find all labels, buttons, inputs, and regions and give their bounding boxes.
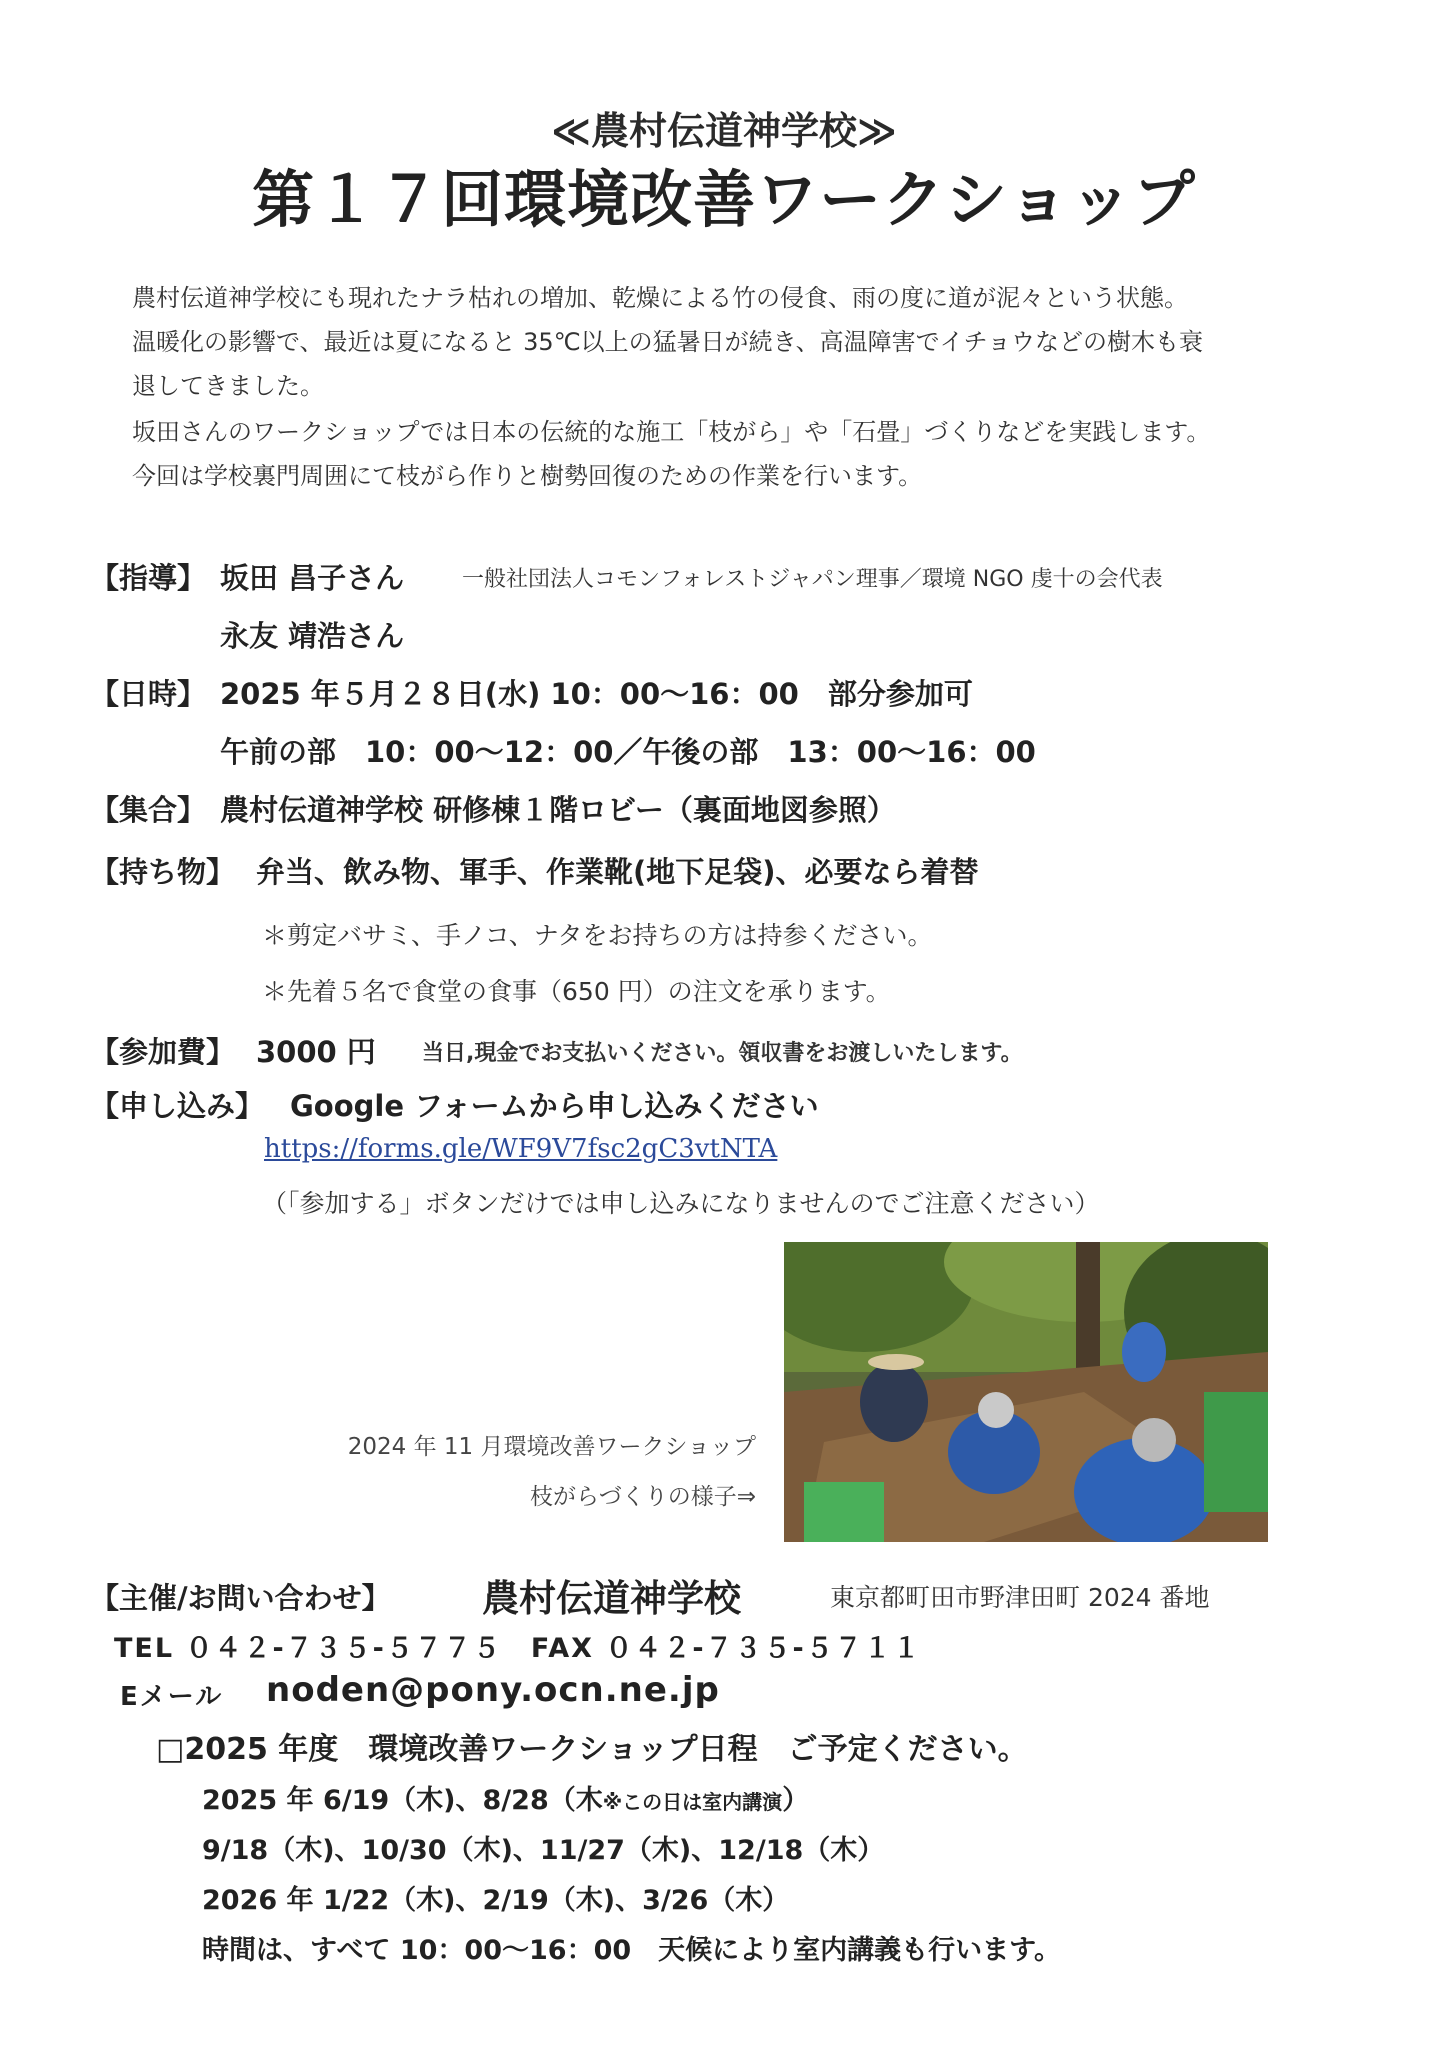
application-label: 【申し込み】 [90, 1089, 265, 1123]
organizer-address: 東京都町田市野津田町 2024 番地 [830, 1583, 1210, 1612]
email-label: Eメール [120, 1682, 224, 1712]
instructors-label: 【指導】 [90, 561, 207, 595]
organizer-name: 農村伝道神学校 [482, 1577, 741, 1620]
intro-line: 温暖化の影響で、最近は夏になると 35℃以上の猛暑日が続き、高温障害でイチョウなどの樹木も衰 [132, 328, 1203, 356]
school-subtitle: ≪農村伝道神学校≫ [551, 109, 897, 153]
photo-caption-line-1: 2024 年 11 月環境改善ワークショップ [347, 1434, 756, 1460]
fee-amount: 3000 円 [256, 1035, 376, 1069]
belongings-note-1: ＊剪定バサミ、手ノコ、ナタをお持ちの方は持参ください。 [262, 921, 933, 950]
page-title: 第１７回環境改善ワークショップ [252, 163, 1196, 236]
belongings-label: 【持ち物】 [90, 855, 236, 889]
contact-tel-fax: TEL ０４２-７３５-５７７５ FAX ０４２-７３５-５７１１ [114, 1633, 922, 1664]
workshop-photo [784, 1242, 1268, 1542]
fee-note: 当日,現金でお支払いください。領収書をお渡しいたします。 [422, 1041, 1023, 1066]
photo-caption-line-2: 枝がらづくりの様子⇒ [529, 1484, 756, 1510]
datetime-sessions: 午前の部 10：00～12：00／午後の部 13：00～16：00 [220, 735, 1036, 769]
application-note: （「参加する」ボタンだけでは申し込みになりませんのでご注意ください） [262, 1189, 1100, 1218]
intro-line: 農村伝道神学校にも現れたナラ枯れの増加、乾燥による竹の侵食、雨の度に道が泥々という状態。 [132, 284, 1188, 312]
schedule-line-1-end: ） [782, 1785, 810, 1816]
meeting-label: 【集合】 [90, 793, 207, 827]
application-method: Google フォームから申し込みください [290, 1089, 819, 1123]
organizer-label: 【主催/お問い合わせ】 [90, 1581, 391, 1615]
contact-email[interactable]: noden@pony.ocn.ne.jp [266, 1670, 720, 1710]
instructor-name-2: 永友 靖浩さん [220, 619, 405, 653]
meeting-place: 農村伝道神学校 研修棟１階ロビー（裏面地図参照） [220, 793, 896, 827]
schedule-line-2: 9/18（木)、10/30（木)、11/27（木)、12/18（木） [202, 1835, 885, 1866]
instructor-name-1: 坂田 昌子さん [220, 561, 405, 595]
intro-line: 坂田さんのワークショップでは日本の伝統的な施工「枝がら」や「石畳」づくりなどを実践します。 [132, 418, 1211, 446]
belongings-list: 弁当、飲み物、軍手、作業靴(地下足袋)、必要なら着替 [256, 855, 979, 889]
schedule-line-1-note: ※この日は室内講演 [602, 1790, 783, 1814]
instructor-affiliation-1: 一般社団法人コモンフォレストジャパン理事／環境 NGO 虔十の会代表 [462, 567, 1163, 592]
application-form-link[interactable]: https://forms.gle/WF9V7fsc2gC3vtNTA [264, 1134, 778, 1164]
datetime-label: 【日時】 [90, 677, 207, 711]
intro-line: 退してきました。 [132, 372, 324, 400]
schedule-line-1-dates: 2025 年 6/19（木)、8/28（木 [202, 1785, 603, 1816]
schedule-line-3: 2026 年 1/22（木)、2/19（木)、3/26（木） [202, 1885, 790, 1916]
schedule-line-4: 時間は、すべて 10：00～16：00 天候により室内講義も行います。 [202, 1935, 1061, 1966]
intro-line: 今回は学校裏門周囲にて枝がら作りと樹勢回復のための作業を行います。 [132, 462, 923, 490]
schedule-line-1 [202, 1778, 809, 1817]
datetime-main: 2025 年５月２８日(水) 10：00～16：00 部分参加可 [220, 677, 973, 711]
fee-label: 【参加費】 [90, 1035, 236, 1069]
belongings-note-2: ＊先着５名で食堂の食事（650 円）の注文を承ります。 [262, 977, 891, 1006]
schedule-heading: □2025 年度 環境改善ワークショップ日程 ご予定ください。 [156, 1732, 1028, 1767]
